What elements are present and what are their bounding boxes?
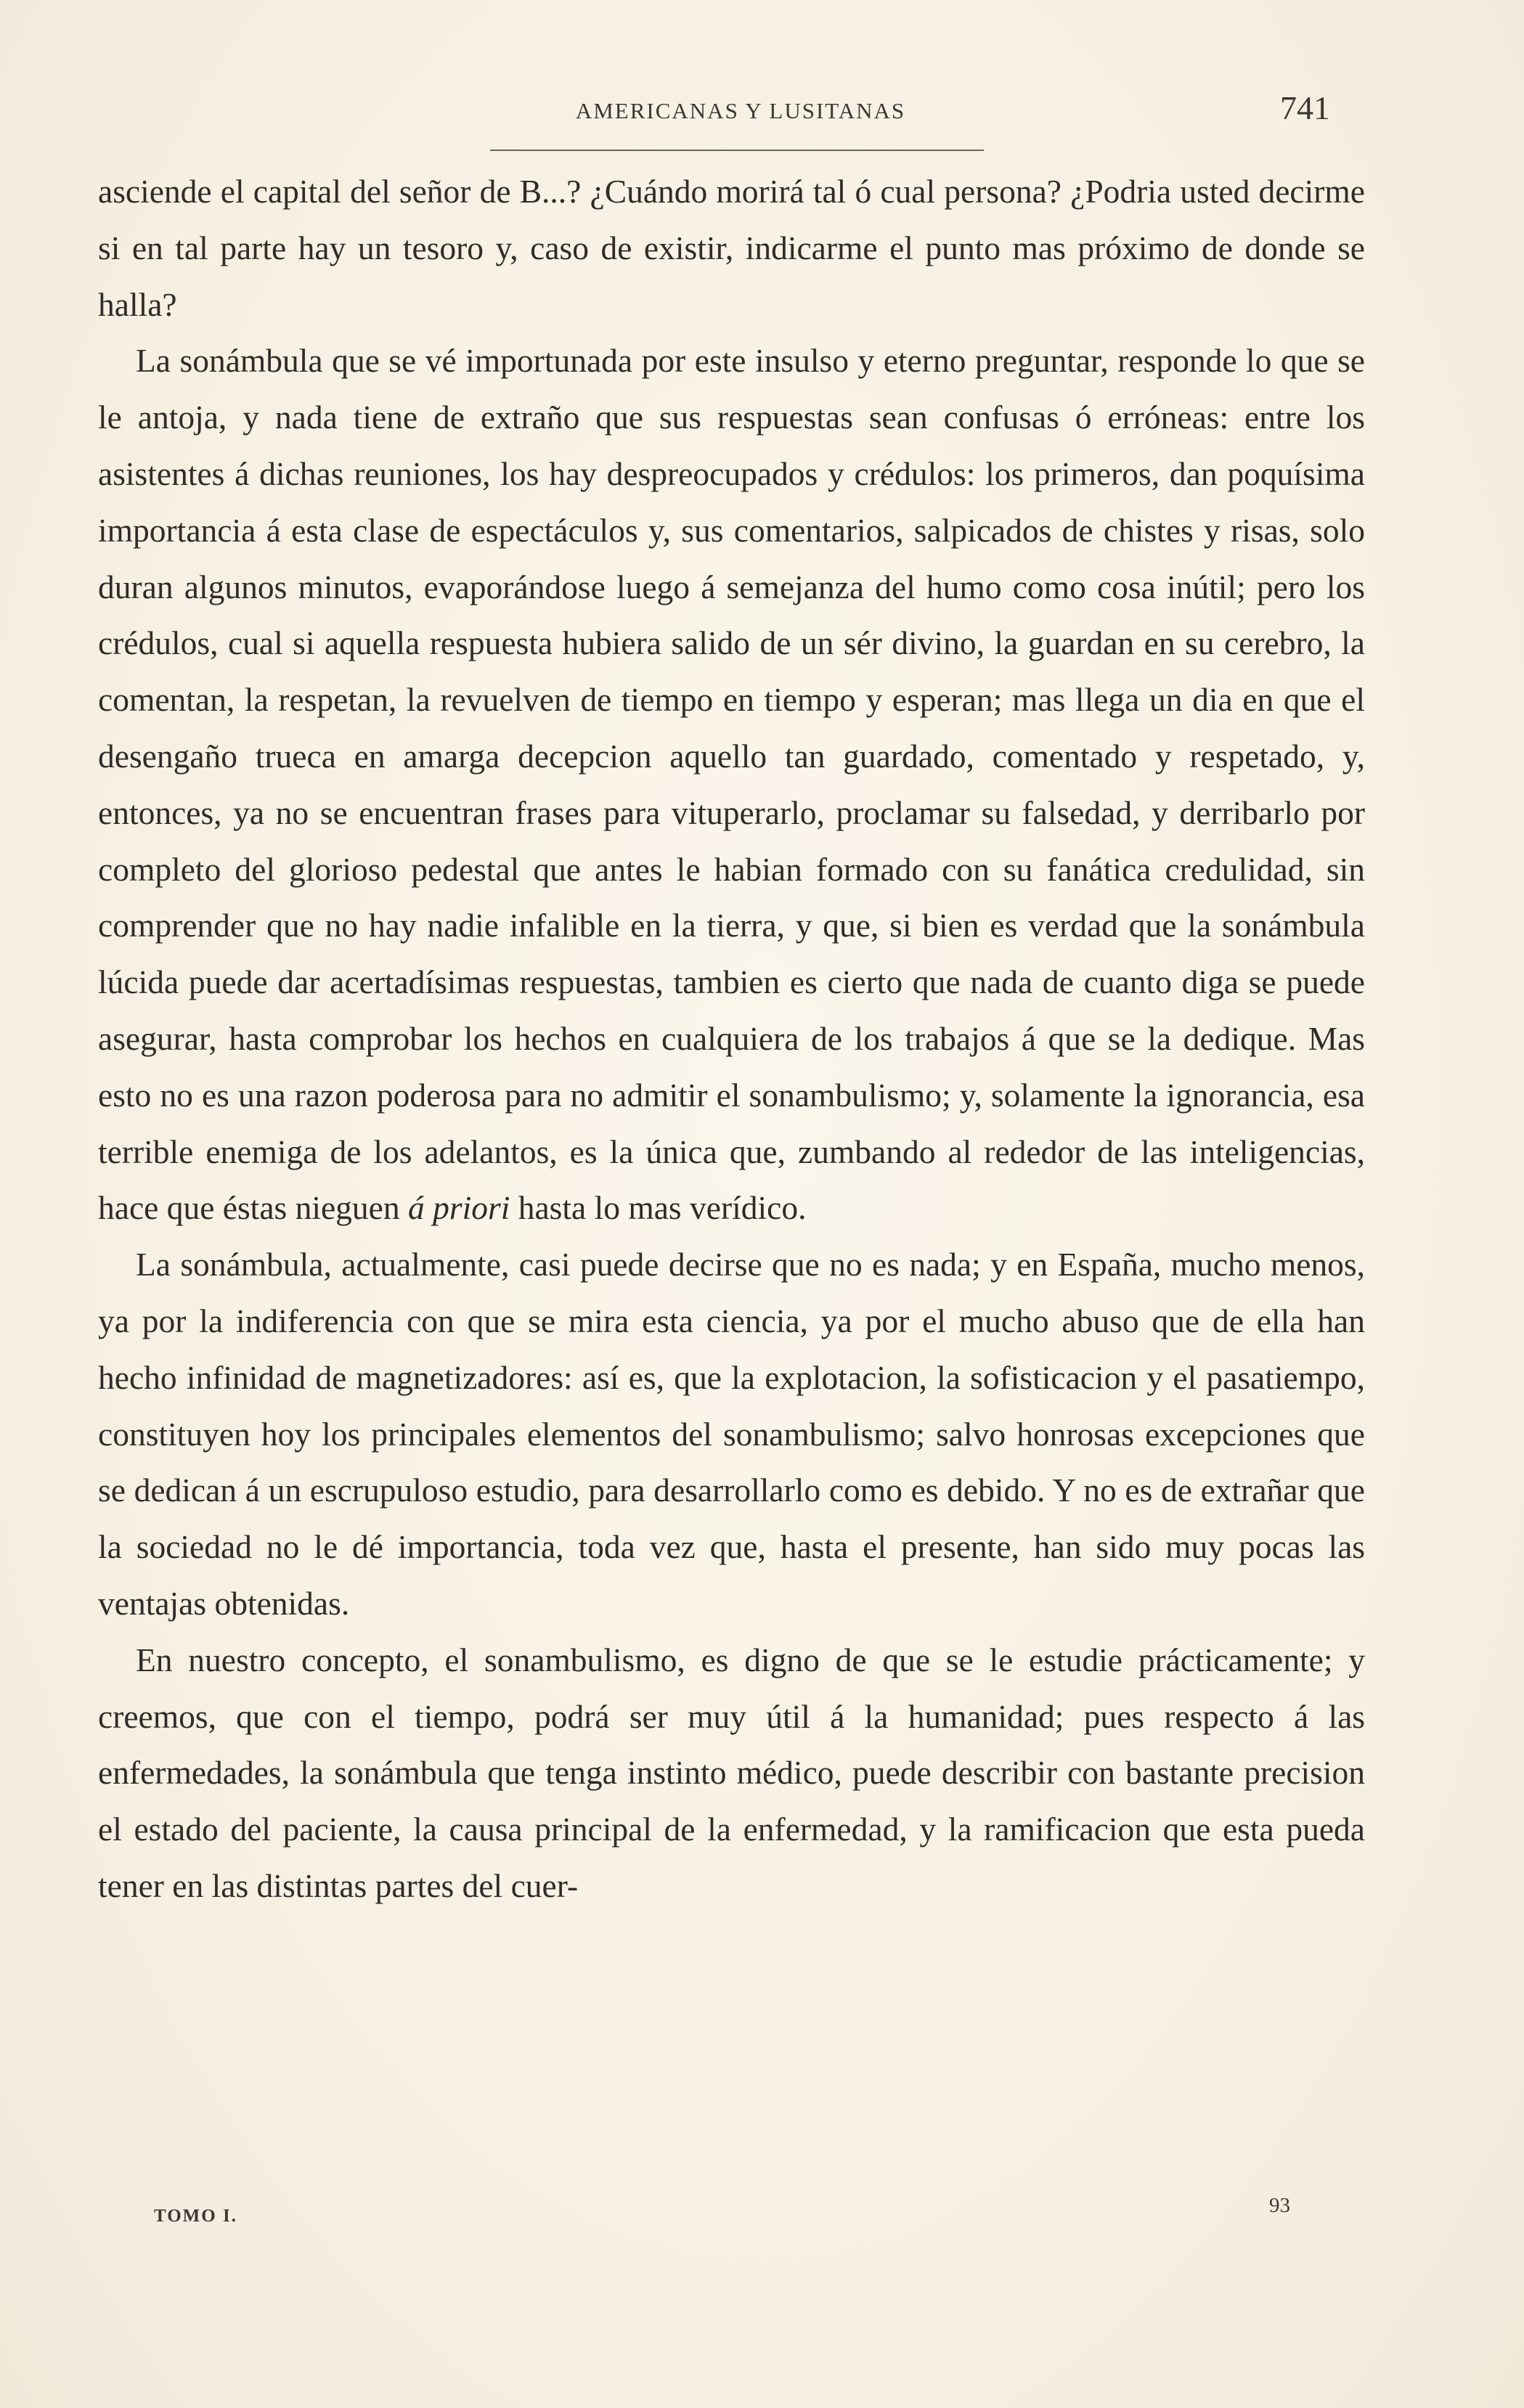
paragraph-3: La sonámbula, actualmente, casi puede decirse que no es nada; y en España, mucho menos, ya por la indiferencia con que se mira esta ciencia, ya por el mucho abuso que de ella han hecho infinidad de magnetizadores: así es, que la explotacion, la sofisticacion y el pasatiempo, constituyen hoy los principales elementos del sonambulismo; salvo honrosas excepciones que se dedican á un escrupuloso estudio, para desarrollarlo como es debido. Y no es de extrañar que la sociedad no le dé importancia, toda vez que, hasta el presente, han sido muy pocas las ventajas obtenidas. [98,1246,1365,1622]
page-number: 741 [1280,89,1330,126]
italic-phrase: á priori [408,1189,510,1227]
header-rule [490,150,984,151]
volume-label: TOMO I. [154,2206,237,2226]
paragraph-2-ending: hasta lo mas verídico. [510,1189,807,1227]
running-head: AMERICANAS Y LUSITANAS [575,98,906,123]
paragraph-1: asciende el capital del señor de B...? ¿Cuándo morirá tal ó cual persona? ¿Podria usted decirme si en tal parte hay un tesoro y, caso de existir, indicarme el punto mas próximo de donde se halla? [98,173,1365,323]
paragraph-2 [98,332,1365,1236]
signature-mark: 93 [1269,2194,1290,2217]
paragraph-2-text: La sonámbula que se vé importunada por este insulso y eterno preguntar, responde lo que se le antoja, y nada tiene de extraño que sus respuestas sean confusas ó erróneas: entre los asistentes á dichas reuniones, los hay despreocupados y crédulos: los primeros, dan poquísima importancia á esta clase de espectáculos y, sus comentarios, salpicados de chistes y risas, solo duran algunos minutos, evaporándose luego á semejanza del humo como cosa inútil; pero los crédulos, cual si aquella respuesta hubiera salido de un sér divino, la guardan en su cerebro, la comentan, la respetan, la revuelven de tiempo en tiempo y esperan; mas llega un dia en que el desengaño trueca en amarga decepcion aquello tan guardado, comentado y respetado, y, entonces, ya no se encuentran frases para vituperarlo, proclamar su falsedad, y derribarlo por completo del glorioso pedestal que antes le habian formado con su fanática credulidad, sin comprender que no hay nadie infalible en la tierra, y que, si bien es verdad que la sonámbula lúcida puede dar acertadísimas respuestas, tambien es cierto que nada de cuanto diga se puede asegurar, hasta comprobar los hechos en cualquiera de los trabajos á que se la dedique. Mas esto no es una razon poderosa para no admitir el sonambulismo; y, solamente la ignorancia, esa terrible enemiga de los adelantos, es la única que, zumbando al rededor de las inteligencias, hace que éstas nieguen [98,342,1365,1227]
paragraph-4: En nuestro concepto, el sonambulismo, es digno de que se le estudie prácticamente; y creemos, que con el tiempo, podrá ser muy útil á la humanidad; pues respecto á las enfermedades, la sonámbula que tenga instinto médico, puede describir con bastante precision el estado del paciente, la causa principal de la enfermedad, y la ramificacion que esta pueda tener en las distintas partes del cuer- [98,1641,1365,1904]
body-text [98,163,1365,1914]
